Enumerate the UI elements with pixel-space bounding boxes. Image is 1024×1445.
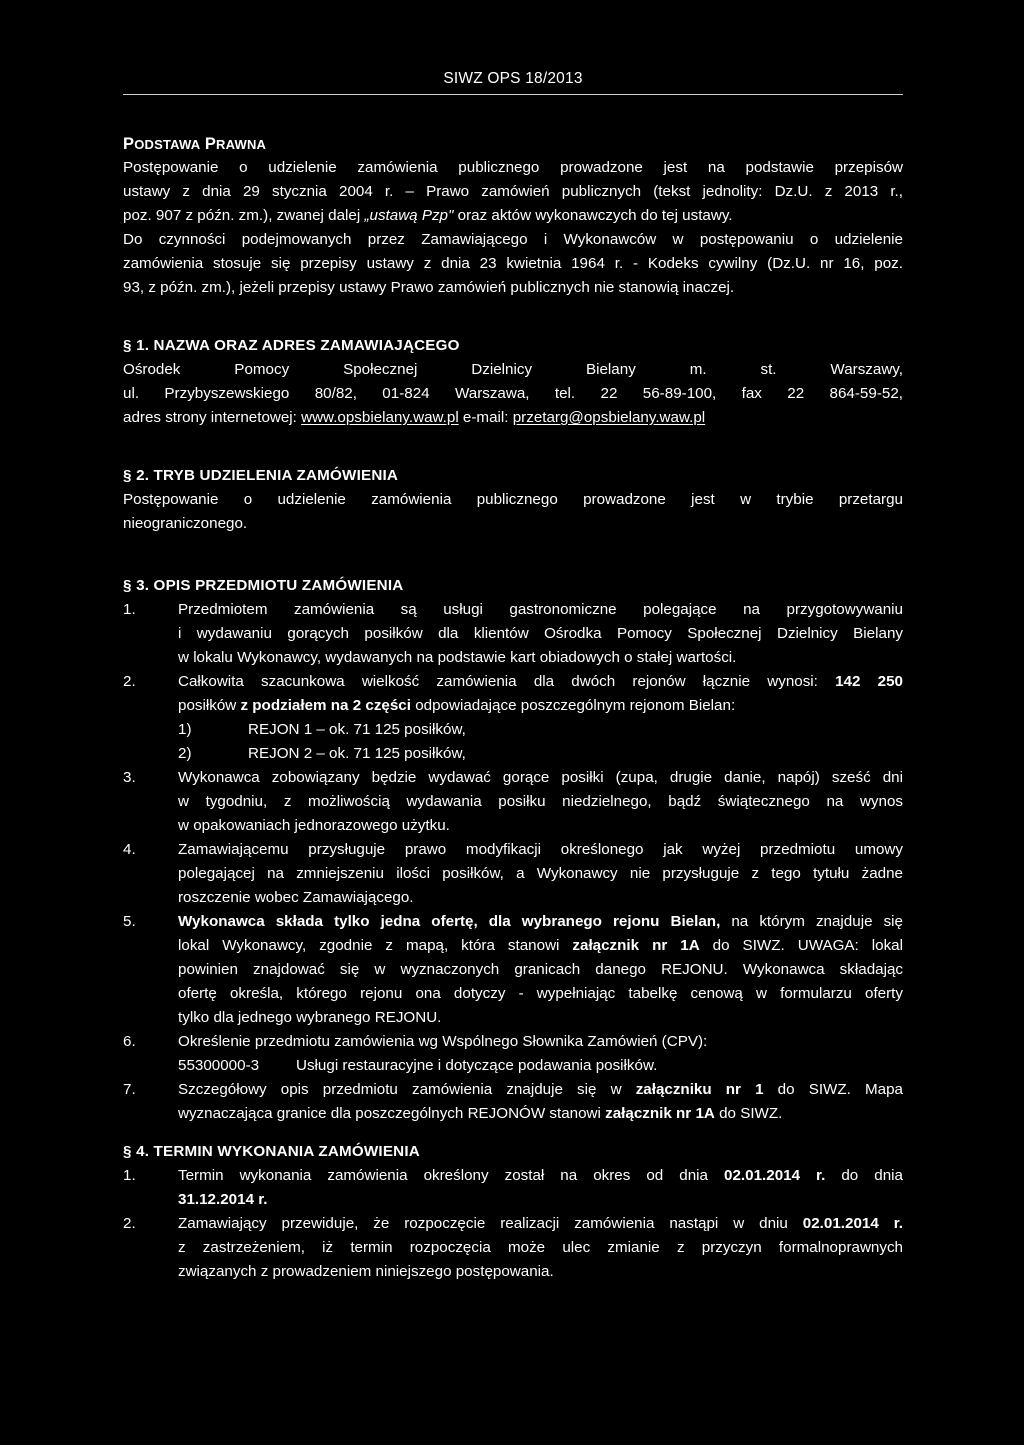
list-item: 4. Zamawiającemu przysługuje prawo modyfikacji określonego jak wyżej przedmiotu umowy polegającej na zmniejszeniu ilości posiłków, a Wykonawcy nie przysługuje z tego tytułu żadne roszczenie wobec Zamawiającego. (123, 838, 903, 910)
item-number: 2. (123, 1215, 136, 1232)
paragraph-line: ul. Przybyszewskiego 80/82, 01-824 Warszawa, tel. 22 56-89-100, fax 22 864-59-52, (123, 385, 903, 402)
item-number: 1. (123, 1167, 136, 1184)
list-item: 3. Wykonawca zobowiązany będzie wydawać gorące posiłki (zupa, drugie danie, napój) sześć dni w tygodniu, z możliwością wydawania posiłku niedzielnego, bądź świątecznego na wynos w opakowaniach jednorazowego użytku. (123, 766, 903, 838)
paragraph-line: Postępowanie o udzielenie zamówienia publicznego prowadzone jest w trybie przetargu (123, 491, 903, 508)
sub-item: 1) REJON 1 – ok. 71 125 posiłków, (178, 721, 466, 738)
list-item: 2. Całkowita szacunkowa wielkość zamówienia dla dwóch rejonów łącznie wynosi: 142 250 posiłków z podziałem na 2 części odpowiadające poszczególnym rejonom Bielan: 1) REJON 1 – ok. 71 125 posiłków, 2) REJON 2 – ok. 71 125 posiłków, (123, 670, 903, 766)
paragraph-line: ustawy z dnia 29 stycznia 2004 r. – Prawo zamówień publicznych (tekst jednolity: Dz.U. z 2013 r., (123, 183, 903, 200)
item-number: 6. (123, 1033, 136, 1050)
list-item: 2. Zamawiający przewiduje, że rozpoczęcie realizacji zamówienia nastąpi w dniu 02.01.2014 r. z zastrzeżeniem, iż termin rozpoczęcia może ulec zmianie z przyczyn formalnoprawnych związanych z prowadzeniem niniejszego postępowania. (123, 1212, 903, 1284)
paragraph-line: 93, z późn. zm.), jeżeli przepisy ustawy Prawo zamówień publicznych nie stanowią inaczej. (123, 279, 735, 296)
list-item: 1. Termin wykonania zamówienia określony został na okres od dnia 02.01.2014 r. do dnia 31.12.2014 r. (123, 1164, 903, 1212)
list-item: 5. Wykonawca składa tylko jedna ofertę, dla wybranego rejonu Bielan, na którym znajduje się lokal Wykonawcy, zgodnie z mapą, która stanowi załącznik nr 1A do SIWZ. UWAGA: lokal powinien znajdować się w wyznaczonych granicach danego REJONU. Wykonawca składając ofertę określa, którego rejonu ona dotyczy - wypełniając tabelkę cenową w formularzu oferty tylko dla jednego wybranego REJONU. (123, 910, 903, 1030)
item-number: 4. (123, 841, 136, 858)
email-link[interactable]: przetarg@opsbielany.waw.pl (512, 409, 706, 426)
paragraph-line: Do czynności podejmowanych przez Zamawiającego i Wykonawców w postępowaniu o udzielenie (123, 231, 903, 248)
sub-item: 2) REJON 2 – ok. 71 125 posiłków, (178, 745, 466, 762)
header-divider (123, 94, 903, 95)
document-header: SIWZ OPS 18/2013 (443, 70, 583, 87)
section-3 (123, 574, 903, 1126)
item-number: 7. (123, 1081, 136, 1098)
paragraph-line: adres strony internetowej: www.opsbielany.waw.pl e-mail: przetarg@opsbielany.waw.pl (123, 409, 706, 426)
section-3-title: § 3. OPIS PRZEDMIOTU ZAMÓWIENIA (123, 577, 404, 594)
section-4-title: § 4. TERMIN WYKONANIA ZAMÓWIENIA (123, 1143, 420, 1160)
section-1-title: § 1. NAZWA ORAZ ADRES ZAMAWIAJĄCEGO (123, 337, 460, 354)
list-item: 1. Przedmiotem zamówienia są usługi gastronomiczne polegające na przygotowywaniu i wydawaniu gorących posiłków dla klientów Ośrodka Pomocy Społecznej Dzielnicy Bielany w lokalu Wykonawcy, wydawanych na podstawie kart obiadowych o stałej wartości. (123, 598, 903, 670)
section-4 (123, 1140, 903, 1284)
item-number: 2. (123, 673, 136, 690)
cpv-code: 55300000-3 (178, 1057, 260, 1074)
list-item: 7. Szczegółowy opis przedmiotu zamówienia znajduje się w załączniku nr 1 do SIWZ. Mapa wyznaczająca granice dla poszczególnych REJONÓW stanowi załącznik nr 1A do SIWZ. (123, 1078, 903, 1126)
list-item: 6. Określenie przedmiotu zamówienia wg Wspólnego Słownika Zamówień (CPV): 55300000-3 Usługi restauracyjne i dotyczące podawania posiłków. (123, 1030, 903, 1078)
website-link[interactable]: www.opsbielany.waw.pl (301, 409, 459, 426)
pzp-term: „ustawą Pzp" (364, 207, 454, 224)
paragraph-line: Postępowanie o udzielenie zamówienia publicznego prowadzone jest na podstawie przepisów (123, 159, 903, 176)
paragraph-line: zamówienia stosuje się przepisy ustawy z dnia 23 kwietnia 1964 r. - Kodeks cywilny (Dz.U. nr 16, poz. (123, 255, 903, 272)
item-number: 5. (123, 913, 136, 930)
section-2 (123, 464, 903, 536)
section-1 (123, 334, 903, 430)
item-number: 1. (123, 601, 136, 618)
section-legal-basis (123, 132, 903, 300)
section-2-title: § 2. TRYB UDZIELENIA ZAMÓWIENIA (123, 467, 399, 484)
legal-basis-title: PODSTAWA PRAWNA (123, 135, 267, 153)
paragraph-line: poz. 907 z późn. zm.), zwanej dalej „ustawą Pzp" oraz aktów wykonawczych do tej ustawy. (123, 207, 733, 224)
item-number: 3. (123, 769, 136, 786)
paragraph-line: nieograniczonego. (123, 515, 248, 532)
paragraph-line: Ośrodek Pomocy Społecznej Dzielnicy Bielany m. st. Warszawy, (123, 361, 903, 378)
